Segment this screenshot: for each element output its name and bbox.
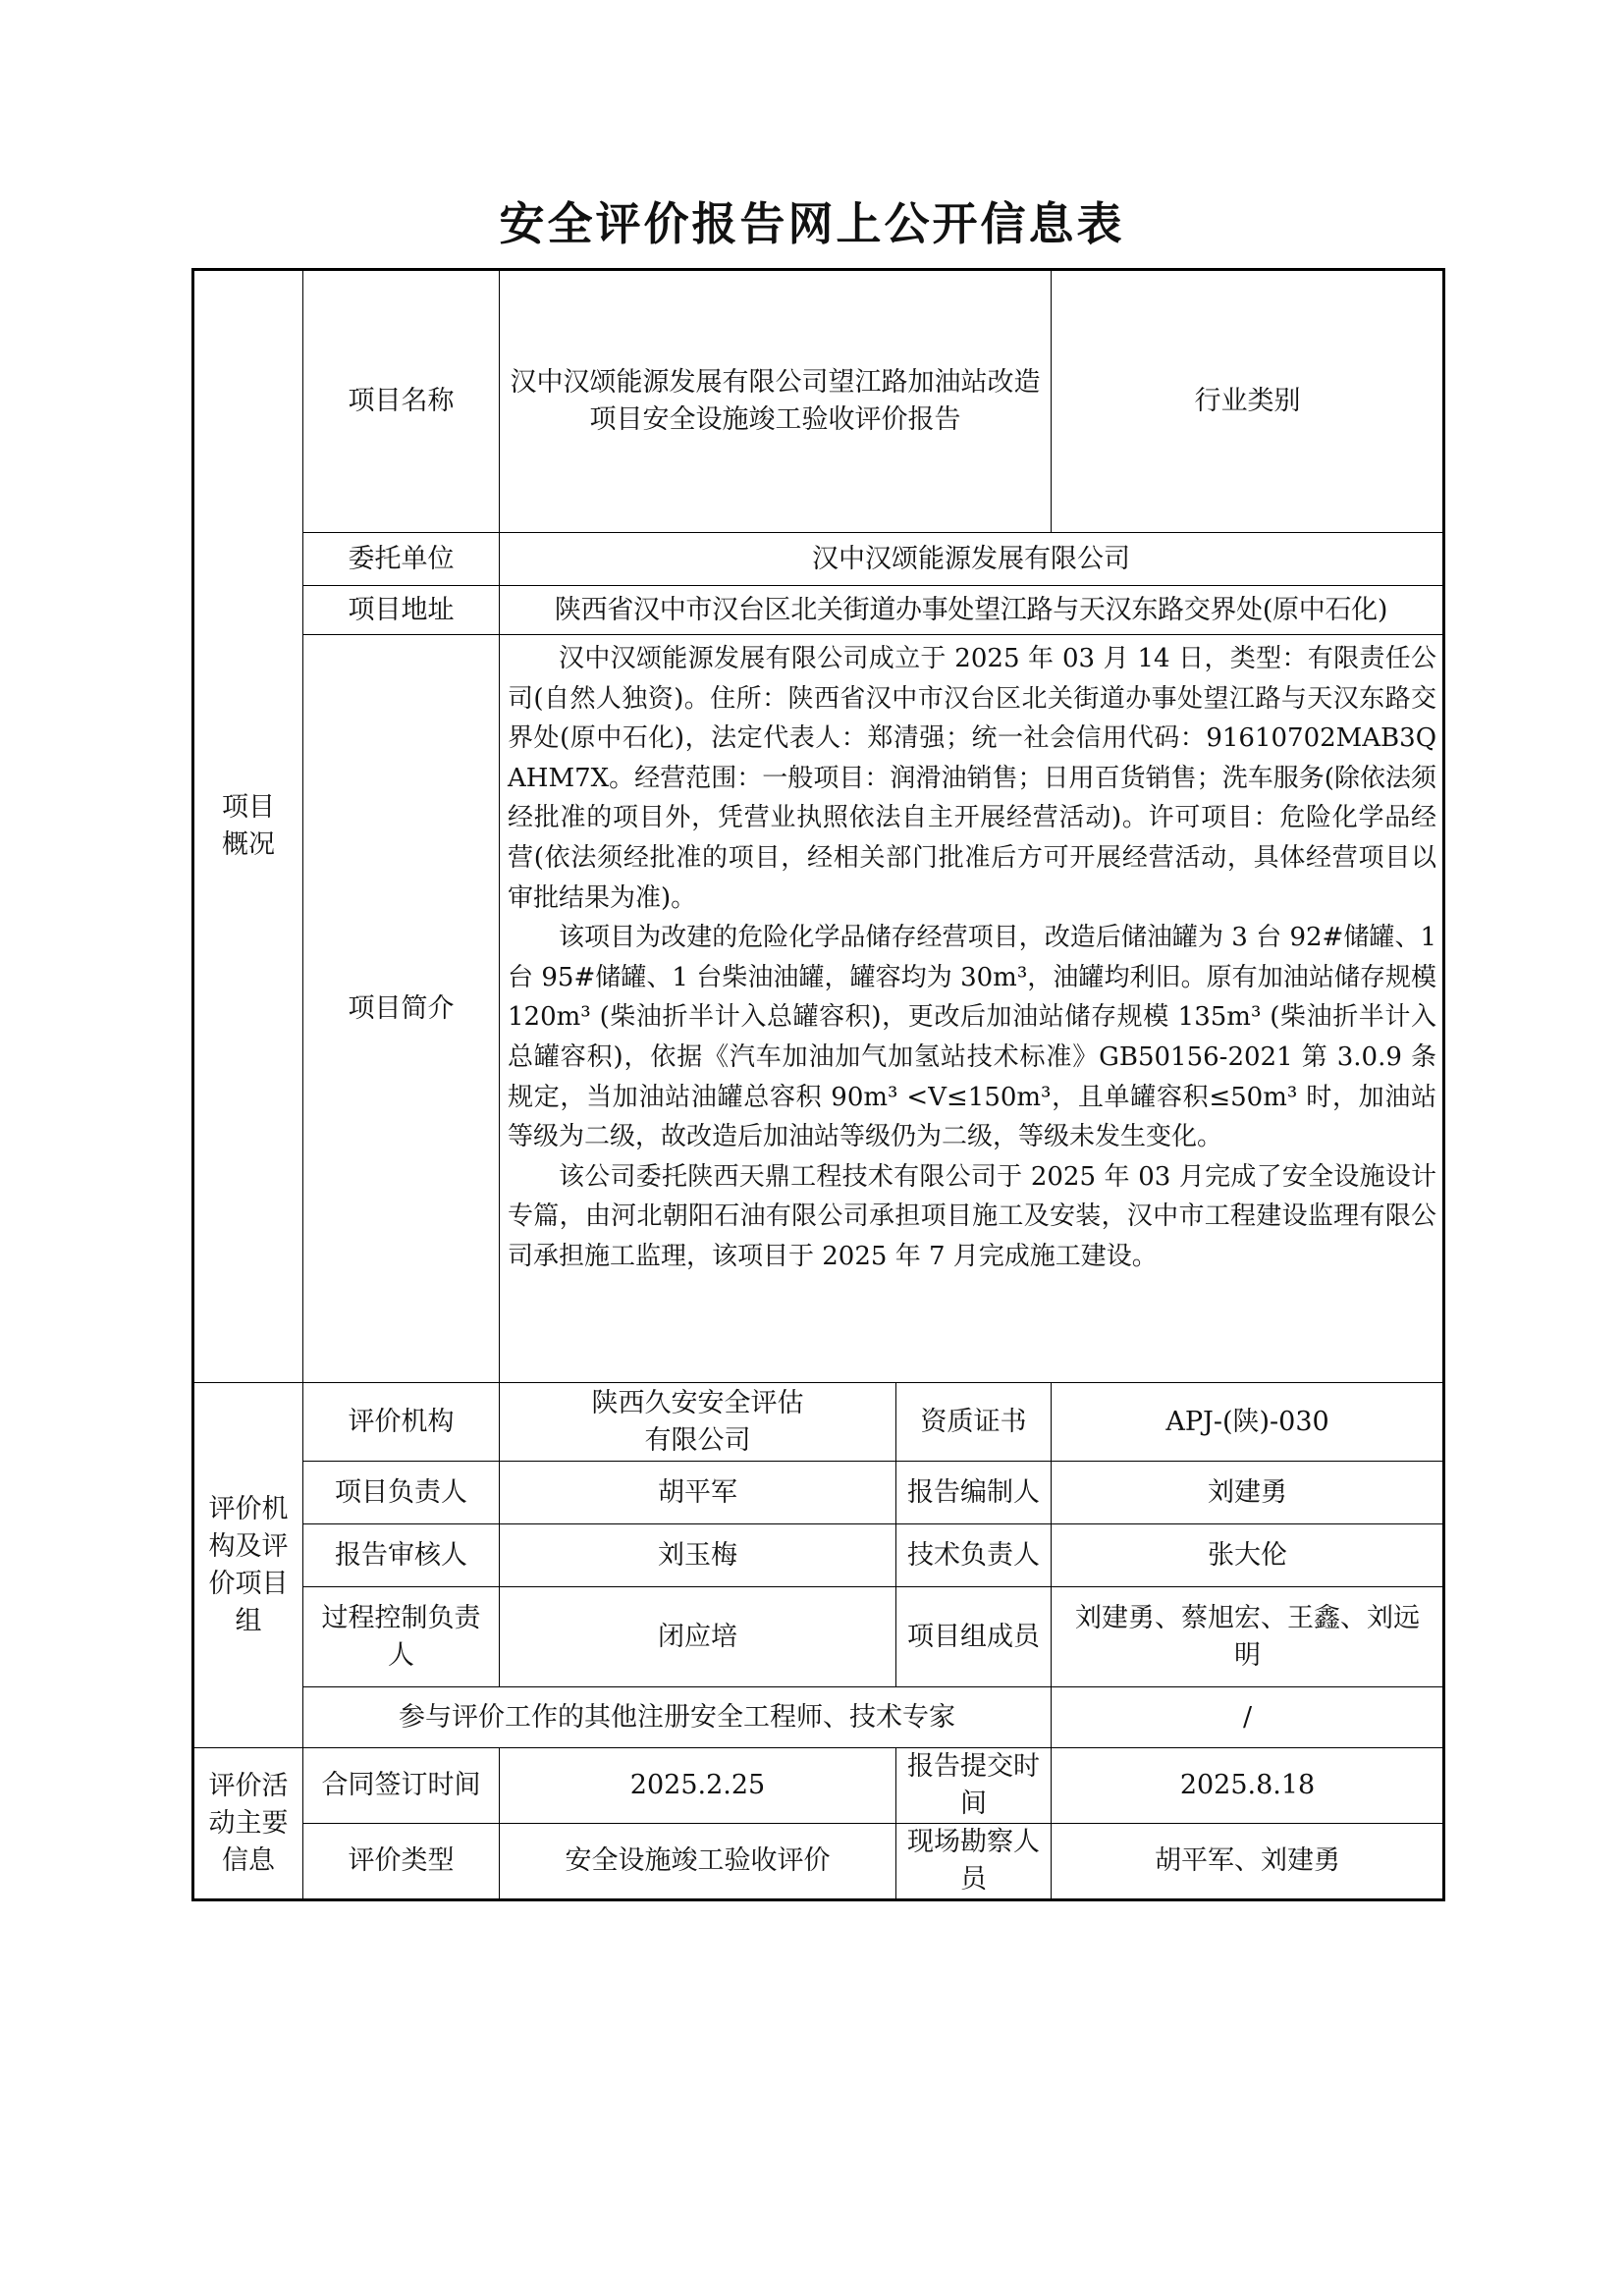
- overview-section-label: [193, 270, 303, 1383]
- tech-value-text: 张大伦: [1208, 1539, 1288, 1571]
- process-label: [303, 1587, 500, 1687]
- row-activity-type: [193, 1824, 1444, 1900]
- cert-value: [1052, 1383, 1444, 1462]
- industry-label: [1052, 270, 1444, 533]
- leader-value: [500, 1462, 896, 1524]
- cert-label-text: 资质证书: [920, 1406, 1027, 1437]
- members-label-text: 项目组成员: [907, 1621, 1041, 1652]
- type-value: [500, 1824, 896, 1900]
- survey-label: [896, 1824, 1052, 1900]
- survey-label-text: 现场勘察人员: [907, 1827, 1041, 1895]
- row-agency-reviewer: [193, 1524, 1444, 1587]
- row-intro: [193, 635, 1444, 1383]
- members-value: [1052, 1587, 1444, 1687]
- row-client: [193, 533, 1444, 586]
- project-name-label-text: 项目名称: [348, 386, 455, 416]
- org-label-text: 评价机构: [348, 1406, 455, 1437]
- reviewer-value: [500, 1524, 896, 1587]
- submit-label: [896, 1748, 1052, 1824]
- project-name-value: [500, 270, 1052, 533]
- cert-value-text: APJ-(陕)-030: [1165, 1406, 1329, 1437]
- project-name-label: [303, 270, 500, 533]
- row-agency-org: [193, 1383, 1444, 1462]
- author-value: [1052, 1462, 1444, 1524]
- row-agency-process: [193, 1587, 1444, 1687]
- row-activity-contract: [193, 1748, 1444, 1824]
- others-label: [303, 1687, 1052, 1748]
- client-label: [303, 533, 500, 586]
- agency-section-label-text: 评价机 构及评 价项目 组: [208, 1493, 289, 1636]
- intro-paragraph: 汉中汉颂能源发展有限公司成立于 2025 年 03 月 14 日，类型：有限责任公司(自然人独资)。住所：陕西省汉中市汉台区北关街道办事处望江路与天汉东路交界处(原中石化)，法定代表人：郑清强；统一社会信用代码：91610702MAB3QAHM7X。经营范围：一般项目：润滑油销售；日用百货销售；洗车服务(除依法须经批准的项目外，凭营业执照依法自主开展经营活动)。许可项目：危险化学品经营(依法须经批准的项目，经相关部门批准后方可开展经营活动，具体经营项目以审批结果为准)。: [508, 644, 1437, 913]
- tech-label-text: 技术负责人: [907, 1539, 1041, 1571]
- row-address: [193, 586, 1444, 635]
- submit-value-text: 2025.8.18: [1179, 1770, 1316, 1800]
- org-label: [303, 1383, 500, 1462]
- project-name-value-text: 汉中汉颂能源发展有限公司望江路加油站改造项目安全设施竣工验收评价报告: [510, 367, 1041, 435]
- contract-value: [500, 1748, 896, 1824]
- process-label-text: 过程控制负责 人: [321, 1602, 481, 1671]
- process-value-text: 闭应培: [658, 1621, 737, 1652]
- survey-value-text: 胡平军、刘建勇: [1155, 1845, 1341, 1876]
- project-intro: [500, 635, 1444, 1383]
- address-label-text: 项目地址: [348, 594, 455, 625]
- contract-label: [303, 1748, 500, 1824]
- author-label: [896, 1462, 1052, 1524]
- agency-section-label: [193, 1383, 303, 1748]
- info-table: [191, 268, 1445, 1901]
- type-value-text: 安全设施竣工验收评价: [565, 1845, 831, 1876]
- page-title: 安全评价报告网上公开信息表: [499, 197, 1125, 250]
- contract-value-text: 2025.2.25: [629, 1770, 766, 1800]
- client-value-text: 汉中汉颂能源发展有限公司: [812, 543, 1131, 574]
- type-label: [303, 1824, 500, 1900]
- survey-value: [1052, 1824, 1444, 1900]
- others-value-text: /: [1242, 1701, 1253, 1733]
- address-label: [303, 586, 500, 635]
- org-value: [500, 1383, 896, 1462]
- members-label: [896, 1587, 1052, 1687]
- org-value-text: 陕西久安安全评估 有限公司: [591, 1387, 804, 1456]
- author-label-text: 报告编制人: [907, 1476, 1041, 1508]
- activity-section-label-text: 评价活 动主要 信息: [208, 1770, 289, 1876]
- reviewer-value-text: 刘玉梅: [658, 1539, 737, 1571]
- author-value-text: 刘建勇: [1208, 1476, 1288, 1508]
- client-value: [500, 533, 1444, 586]
- cert-label: [896, 1383, 1052, 1462]
- members-value-text: 刘建勇、蔡旭宏、王鑫、刘远 明: [1075, 1602, 1421, 1671]
- reviewer-label-text: 报告审核人: [335, 1539, 467, 1571]
- others-value: [1052, 1687, 1444, 1748]
- address-value-text: 陕西省汉中市汉台区北关街道办事处望江路与天汉东路交界处(原中石化): [554, 594, 1388, 625]
- intro-label-text: 项目简介: [348, 992, 455, 1024]
- address-value: [500, 586, 1444, 635]
- row-project-name: [193, 270, 1444, 533]
- leader-label-text: 项目负责人: [335, 1476, 467, 1508]
- industry-label-text: 行业类别: [1194, 386, 1301, 416]
- intro-paragraph: 该项目为改建的危险化学品储存经营项目，改造后储油罐为 3 台 92#储罐、1 台 95#储罐、1 台柴油油罐，罐容均为 30m³，油罐均利旧。原有加油站储存规模 120m³ (柴油折半计入总罐容积)，更改后加油站储存规模 135m³ (柴油折半计入总罐容积)，依据《汽车加油加气加氢站技术标准》GB50156-2021 第 3.0.9 条规定，当加油站油罐总容积 90m³ <V≤150m³，且单罐容积≤50m³ 时，加油站等级为二级，故改造后加油站等级仍为二级，等级未发生变化。: [508, 923, 1437, 1152]
- overview-section-label-text: 项目 概况: [222, 792, 275, 860]
- leader-label: [303, 1462, 500, 1524]
- submit-value: [1052, 1748, 1444, 1824]
- type-label-text: 评价类型: [348, 1845, 455, 1876]
- submit-label-text: 报告提交时间: [907, 1751, 1041, 1819]
- row-agency-others: [193, 1687, 1444, 1748]
- contract-label-text: 合同签订时间: [321, 1770, 481, 1800]
- intro-paragraph: 该公司委托陕西天鼎工程技术有限公司于 2025 年 03 月完成了安全设施设计专篇，由河北朝阳石油有限公司承担项目施工及安装，汉中市工程建设监理有限公司承担施工监理，该项目于 2025 年 7 月完成施工建设。: [508, 1161, 1437, 1271]
- row-agency-leader: [193, 1462, 1444, 1524]
- process-value: [500, 1587, 896, 1687]
- activity-section-label: [193, 1748, 303, 1900]
- client-label-text: 委托单位: [348, 543, 455, 574]
- tech-label: [896, 1524, 1052, 1587]
- reviewer-label: [303, 1524, 500, 1587]
- others-label-text: 参与评价工作的其他注册安全工程师、技术专家: [399, 1701, 956, 1733]
- tech-value: [1052, 1524, 1444, 1587]
- intro-label: [303, 635, 500, 1383]
- leader-value-text: 胡平军: [658, 1476, 737, 1508]
